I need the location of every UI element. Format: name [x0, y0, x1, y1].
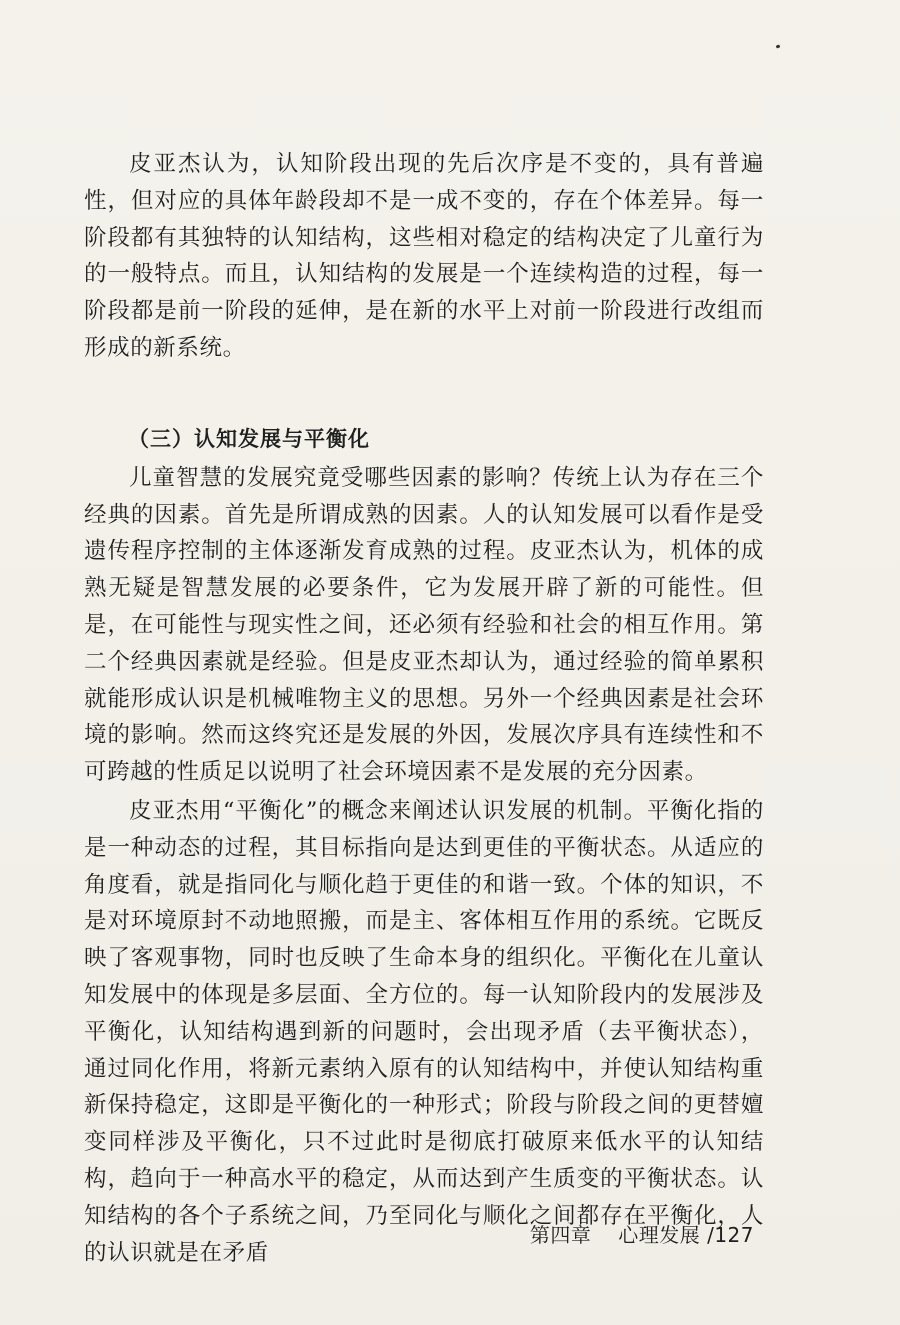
- section-heading: （三）认知发展与平衡化: [128, 426, 370, 451]
- page-number: /127: [707, 1223, 754, 1247]
- footer-chapter: 第四章: [529, 1223, 592, 1247]
- ink-speck: [776, 44, 781, 48]
- section-gap: [84, 367, 764, 422]
- paragraph-classic-factors: 儿童智慧的发展究竟受哪些因素的影响？传统上认为存在三个经典的因素。首先是所谓成熟的因素。人的认知发展可以看作是受遗传程序控制的主体逐渐发育成熟的过程。皮亚杰认为，机体的成熟无疑是智慧发展的必要条件，它为发展开辟了新的可能性。但是，在可能性与现实性之间，还必须有经验和社会的相互作用。第二个经典因素就是经验。但是皮亚杰却认为，通过经验的简单累积就能形成认识是机械唯物主义的思想。另外一个经典因素是社会环境的影响。然而这终究还是发展的外因，发展次序具有连续性和不可跨越的性质足以说明了社会环境因素不是发展的充分因素。: [84, 464, 764, 786]
- footer-title: 心理发展: [618, 1223, 701, 1247]
- paragraph-equilibration: 皮亚杰用“平衡化”的概念来阐述认识发展的机制。平衡化指的是一种动态的过程，其目标指向是达到更佳的平衡状态。从适应的角度看，就是指同化与顺化趋于更佳的和谐一致。个体的知识，不是对环境原封不动地照搬，而是主、客体相互作用的系统。它既反映了客观事物，同时也反映了生命本身的组织化。平衡化在儿童认知发展中的体现是多层面、全方位的。每一认知阶段内的发展涉及平衡化，认知结构遇到新的问题时，会出现矛盾（去平衡状态），通过同化作用，将新元素纳入原有的认知结构中，并使认知结构重新保持稳定，这即是平衡化的一种形式；阶段与阶段之间的更替嬗变同样涉及平衡化，只不过此时是彻底打破原来低水平的认知结构，趋向于一种高水平的稳定，从而达到产生质变的平衡状态。认知结构的各个子系统之间，乃至同化与顺化之间都存在平衡化，人的认识就是在矛盾: [84, 797, 764, 1266]
- page-body: [84, 146, 764, 1271]
- page-footer: [530, 1222, 754, 1248]
- paragraph-stage-order: 皮亚杰认为，认知阶段出现的先后次序是不变的，具有普遍性，但对应的具体年龄段却不是一成不变的，存在个体差异。每一阶段都有其独特的认知结构，这些相对稳定的结构决定了儿童行为的一般特点。而且，认知结构的发展是一个连续构造的过程，每一阶段都是前一阶段的延伸，是在新的水平上对前一阶段进行改组而形成的新系统。: [84, 151, 764, 361]
